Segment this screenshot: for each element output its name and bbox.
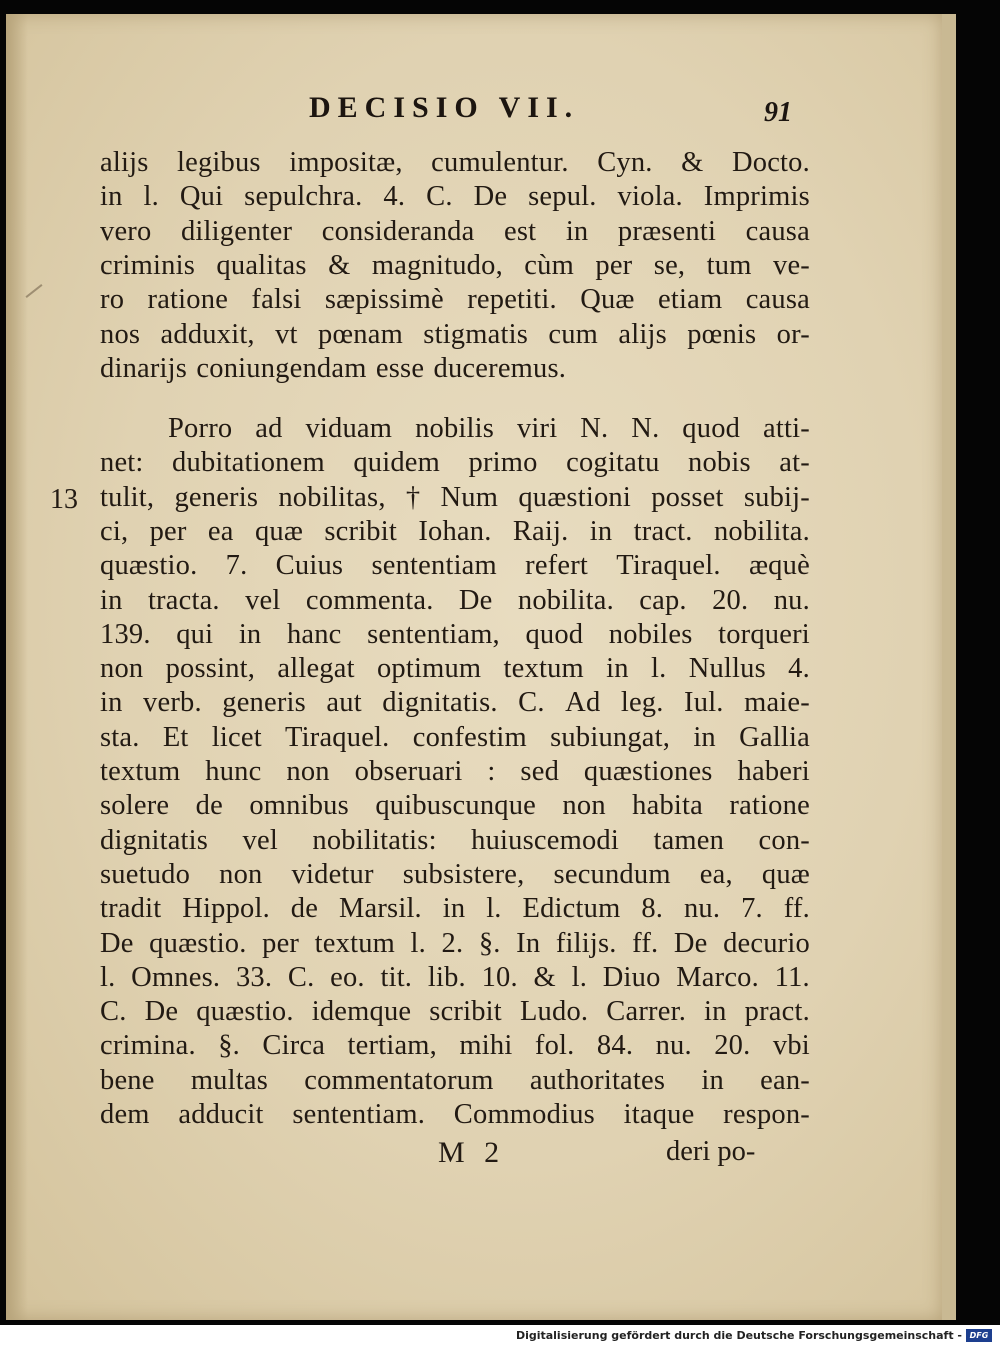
word: non (286, 756, 330, 787)
word: 8. (641, 893, 664, 925)
word: dem (100, 1099, 150, 1130)
word: & (328, 249, 351, 281)
word: scribit (429, 996, 502, 1028)
word: C. (287, 961, 315, 993)
word: 2. (441, 927, 464, 959)
word: commentatorum (304, 1064, 494, 1096)
word: verb. (143, 687, 202, 719)
word: consideranda (321, 215, 475, 247)
word: Carrer. (606, 996, 687, 1028)
word: textum (314, 927, 396, 959)
word: C. (426, 181, 453, 213)
word: huiuscemodi (471, 824, 620, 856)
word: con- (758, 824, 810, 856)
word: crimina. (100, 1030, 196, 1062)
word: authoritates (529, 1064, 666, 1096)
word: 11. (774, 961, 810, 993)
word: pœnam (318, 318, 403, 350)
word: respon- (723, 1099, 810, 1130)
word: tulit, (100, 481, 155, 513)
word: 20. (712, 584, 749, 616)
word: quæstioni (518, 481, 631, 513)
word: Nullus (688, 653, 766, 685)
text-line (100, 824, 810, 858)
word: sepulchra. (244, 181, 363, 213)
text-line (100, 515, 810, 549)
word: qualitas (216, 249, 307, 281)
word: æquè (748, 550, 810, 582)
word: fol. (534, 1030, 575, 1062)
word: ean- (760, 1064, 810, 1096)
text-line (100, 481, 810, 515)
word: obseruari (354, 756, 463, 787)
book-page (6, 14, 942, 1320)
word: Hippol. (182, 893, 270, 925)
word: & (533, 961, 556, 993)
word: idemque (311, 996, 412, 1028)
word: quæ (761, 858, 810, 890)
word: de (290, 893, 319, 925)
text-line (100, 146, 810, 180)
word: nobis (688, 447, 751, 479)
word: se, (653, 249, 686, 281)
word: Imprimis (703, 181, 810, 213)
word: nobilita. (713, 515, 810, 547)
word: ve- (773, 249, 810, 281)
word: mihi (459, 1030, 513, 1062)
word: multas (190, 1064, 269, 1096)
word: per (262, 927, 300, 959)
word: adducit (178, 1099, 264, 1130)
word: decurio (723, 927, 810, 959)
word: tamen (653, 824, 725, 856)
word: N. (631, 413, 660, 444)
word: & (681, 147, 704, 178)
word: Diuo (602, 961, 661, 993)
word: in (100, 181, 123, 213)
word: ratione (147, 284, 229, 316)
text-line (100, 180, 810, 214)
word: C. (518, 687, 545, 719)
word: dubitationem (172, 447, 325, 479)
word: pract. (744, 996, 810, 1028)
word: l. (571, 961, 588, 993)
text-line (100, 1029, 810, 1063)
word: tum (706, 249, 752, 281)
word: in (693, 721, 716, 753)
text-line (100, 584, 810, 618)
word: confestim (412, 721, 527, 753)
word: stigmatis (423, 318, 529, 350)
text-line (100, 961, 810, 995)
word: primo (468, 447, 538, 479)
word: textum (100, 756, 181, 787)
word: atti- (763, 413, 810, 444)
word: 7. (225, 550, 248, 582)
word: textum (503, 653, 584, 685)
word: at- (779, 447, 810, 479)
word: per (595, 249, 633, 281)
text-line (100, 652, 810, 686)
word: scribit (324, 515, 397, 547)
word: C. (100, 996, 127, 1028)
word: nobilitatis: (312, 824, 437, 856)
word: subij- (743, 481, 810, 513)
word: ff. (783, 893, 810, 925)
word: cum (548, 318, 599, 350)
word: Raij. (512, 515, 569, 547)
word: maie- (744, 687, 810, 719)
word: sepul. (528, 181, 597, 213)
signature-mark: M 2 (438, 1136, 500, 1169)
word: lib. (427, 961, 466, 993)
word: ad (255, 413, 283, 444)
word: vero (100, 215, 152, 247)
word: 10. (481, 961, 518, 993)
word: Num (440, 481, 499, 513)
word: vt (275, 318, 298, 350)
word: legibus (176, 147, 261, 178)
folio-number: 91 (764, 97, 792, 128)
word: generis (222, 687, 306, 719)
text-line (100, 412, 810, 446)
word: Edictum (522, 893, 621, 925)
text-line (100, 446, 810, 480)
word: l. (143, 181, 159, 213)
word: quæstio. (149, 927, 247, 959)
page-spine-shadow (6, 14, 28, 1320)
word: 7. (741, 893, 763, 925)
word: est (504, 215, 537, 247)
word: possint, (165, 653, 256, 685)
word: dignitatis (100, 824, 209, 856)
word: aut (326, 687, 362, 719)
word: sæpissimè (324, 284, 444, 316)
text-line (100, 686, 810, 720)
word: Omnes. (131, 961, 221, 993)
word: vel (242, 824, 278, 856)
word: filijs. (555, 927, 617, 959)
word: itaque (623, 1099, 695, 1130)
word: Ludo. (519, 996, 589, 1028)
word: criminis (100, 249, 196, 281)
word: non (219, 858, 263, 890)
word: generis (174, 481, 259, 513)
word: viola. (617, 181, 683, 213)
word: subiungat, (550, 721, 671, 753)
word: nobilis (415, 413, 495, 444)
word: Et (162, 721, 189, 753)
text-line (100, 1098, 810, 1132)
word: Marsil. (338, 893, 422, 925)
word: Quæ (580, 284, 635, 316)
word: quæstio. (100, 550, 198, 582)
footer-credit-text: Digitalisierung gefördert durch die Deutsche Forschungsgemeinschaft - (515, 1329, 962, 1342)
word: : (487, 756, 496, 787)
word: habita (632, 790, 704, 822)
word: l. (410, 927, 426, 959)
word: l. (650, 653, 667, 685)
word: nobilitas, (278, 481, 386, 513)
word: solere (100, 790, 170, 822)
text-line (100, 318, 810, 352)
word: viduam (305, 413, 393, 444)
footer-bar (0, 1325, 1000, 1347)
word: Cuius (275, 550, 344, 582)
word: quod (525, 618, 584, 650)
word: tit. (380, 961, 413, 993)
word: secundum (553, 858, 671, 890)
word: eo. (330, 961, 365, 993)
word: sta. (100, 721, 140, 753)
word: in (100, 584, 123, 616)
word: ea, (699, 858, 733, 890)
word: dignitatis. (382, 687, 498, 719)
word: diligenter (180, 215, 293, 247)
word: licet (211, 721, 262, 753)
word: quibuscunque (375, 790, 537, 822)
word: Tiraquel. (285, 721, 390, 753)
pencil-mark (26, 284, 43, 298)
word: tertiam, (347, 1030, 437, 1062)
word: 84. (596, 1030, 634, 1062)
word: cap. (639, 584, 687, 616)
word: suetudo (100, 858, 191, 890)
word: adduxit, (160, 318, 255, 350)
word: pœnis (687, 318, 757, 350)
word: alijs (100, 147, 149, 178)
word: causa (745, 215, 810, 247)
word: l. (486, 893, 502, 925)
word: refert (525, 550, 589, 582)
word: posset (651, 481, 724, 513)
text-line (100, 618, 810, 652)
word: sed (520, 756, 560, 787)
word: vbi (772, 1030, 810, 1062)
word: or- (776, 318, 810, 350)
word: haberi (737, 756, 810, 787)
word: subsistere, (402, 858, 525, 890)
word: quæstiones (583, 756, 713, 787)
word: sententiam, (367, 618, 500, 650)
word: in (238, 618, 262, 650)
word: Qui (179, 181, 224, 213)
word: nos (100, 318, 141, 350)
text-line (100, 892, 810, 926)
word: tracta. (147, 584, 220, 616)
text-line (100, 858, 810, 892)
word: Gallia (739, 721, 810, 753)
word: tract. (633, 515, 693, 547)
word: 20. (714, 1030, 751, 1062)
word: in (704, 996, 727, 1028)
word: quæstio. (196, 996, 294, 1028)
word: N. (580, 413, 609, 444)
word: De (144, 996, 179, 1028)
word: vel (245, 584, 281, 616)
word: bene (100, 1064, 155, 1096)
word: net: (100, 447, 144, 479)
word: omnibus (249, 790, 349, 822)
word: viri (516, 413, 558, 444)
word: De (100, 927, 134, 959)
word: nobiles (608, 618, 693, 650)
word: † (405, 481, 421, 513)
word: 4. (383, 181, 406, 213)
word: in (565, 215, 589, 247)
word: falsi (251, 284, 302, 316)
word: Iul. (684, 687, 724, 719)
word: Cyn. (597, 147, 653, 178)
word: In (516, 927, 541, 959)
word: Ad (565, 687, 601, 719)
word: alijs (618, 318, 667, 350)
word: etiam (658, 284, 723, 316)
word: ci, (100, 515, 129, 547)
word: in (589, 515, 613, 547)
word: in (701, 1064, 724, 1096)
word: quæ (254, 515, 304, 547)
word: Circa (262, 1030, 326, 1062)
word: nu. (773, 584, 810, 616)
text-line (100, 549, 810, 583)
text-line (100, 927, 810, 961)
word: præsenti (617, 215, 717, 247)
word: 4. (788, 653, 810, 685)
text-line (100, 283, 810, 317)
word: nu. (655, 1030, 692, 1062)
word: non (100, 653, 144, 685)
word: 139. (100, 618, 151, 650)
margin-note-number: 13 (50, 484, 78, 515)
page-edge-strip (942, 14, 956, 1320)
word: allegat (277, 653, 355, 685)
word: de (195, 790, 223, 822)
word: De (673, 927, 708, 959)
word: ea (207, 515, 234, 547)
word: Iohan. (418, 515, 492, 547)
text-line (100, 789, 810, 823)
word: hunc (205, 756, 262, 787)
word: tradit (100, 893, 162, 925)
text-line (100, 995, 810, 1029)
word: qui (176, 618, 214, 650)
word: 33. (235, 961, 273, 993)
text-line (100, 721, 810, 755)
text-line (100, 215, 810, 249)
dfg-logo-icon: DFG (966, 1329, 992, 1342)
word: De (473, 181, 508, 213)
word: Tiraquel. (616, 550, 721, 582)
word: l. (100, 961, 116, 993)
word: ro (100, 284, 125, 316)
word: Porro (168, 413, 233, 444)
word: §. (218, 1030, 240, 1062)
text-line (100, 249, 810, 283)
word: nu. (683, 893, 721, 925)
word: videtur (291, 858, 374, 890)
word: in (100, 687, 123, 719)
running-head-title: DECISIO VII. (309, 91, 580, 124)
word: cùm (524, 249, 574, 281)
word: per (149, 515, 187, 547)
word: leg. (620, 687, 664, 719)
catchword: deri po- (666, 1136, 756, 1167)
word: torqueri (718, 618, 810, 650)
word: Docto. (731, 147, 810, 178)
word: nobilita. (517, 584, 614, 616)
word: quidem (353, 447, 441, 479)
word: hanc (286, 618, 342, 650)
word: in (442, 893, 466, 925)
word: non (562, 790, 606, 822)
word: sententiam (371, 550, 497, 582)
word: magnitudo, (371, 249, 503, 281)
word: Commodius (453, 1099, 595, 1130)
text-line (100, 755, 810, 789)
word: impositæ, (289, 147, 403, 178)
word: cogitatu (566, 447, 660, 479)
word: §. (478, 927, 501, 959)
word: commenta. (305, 584, 434, 616)
word: in (606, 653, 629, 685)
word: repetiti. (467, 284, 557, 316)
word: cumulentur. (431, 147, 569, 178)
running-head (6, 91, 942, 127)
text-line (100, 1064, 810, 1098)
word: causa (745, 284, 810, 316)
word: Marco. (676, 961, 759, 993)
text-line: dinarijs coniungendam esse duceremus. (100, 352, 567, 384)
word: ratione (729, 790, 810, 822)
word: quod (682, 413, 741, 444)
word: ff. (632, 927, 659, 959)
word: De (458, 584, 493, 616)
word: optimum (376, 653, 482, 685)
word: sententiam. (292, 1099, 426, 1130)
